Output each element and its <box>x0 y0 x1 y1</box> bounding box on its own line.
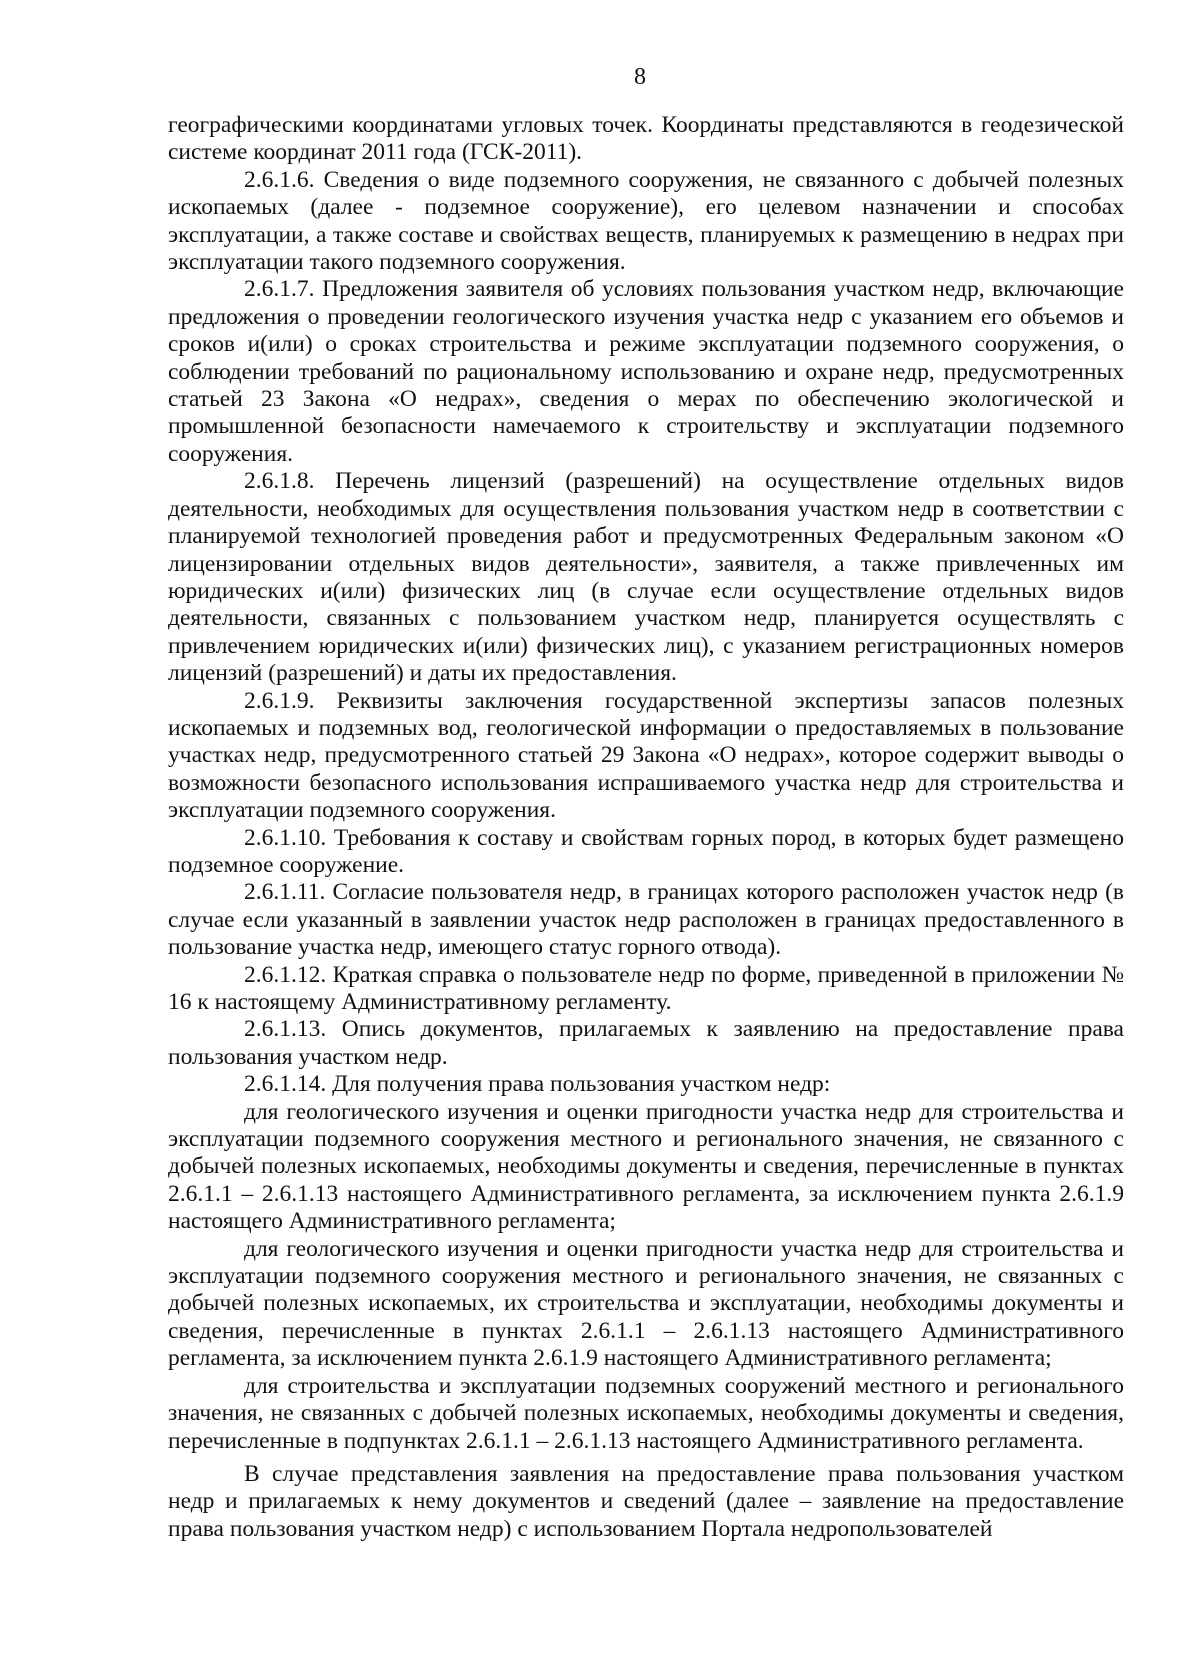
paragraph-2-6-1-9: 2.6.1.9. Реквизиты заключения государственной экспертизы запасов полезных ископаемых и подземных вод, геологической информации о предоставляемых в пользование участках недр, предусмотренного статьей 29 Закона «О недрах», которое содержит выводы о возможности безопасного использования испрашиваемого участка недр для строительства и эксплуатации подземного сооружения. <box>168 687 1124 824</box>
paragraph-2-6-1-13: 2.6.1.13. Опись документов, прилагаемых к заявлению на предоставление права пользования участком недр. <box>168 1016 1124 1070</box>
paragraph-2-6-1-14: 2.6.1.14. Для получения права пользования участком недр: <box>244 1071 831 1098</box>
paragraph-2-6-1-11: 2.6.1.11. Согласие пользователя недр, в границах которого расположен участок недр (в случае если указанный в заявлении участок недр расположен в границах предоставленного в пользование участка недр, имеющего статус горного отвода). <box>168 879 1124 961</box>
paragraph-coordinates-continued: географическими координатами угловых точек. Координаты представляются в геодезической системе координат 2011 года (ГСК-2011). <box>168 112 1124 166</box>
paragraph-2-6-1-10: 2.6.1.10. Требования к составу и свойствам горных пород, в которых будет размещено подземное сооружение. <box>168 824 1124 878</box>
paragraph-2-6-1-6: 2.6.1.6. Сведения о виде подземного сооружения, не связанного с добычей полезных ископаемых (далее - подземное сооружение), его целевом назначении и способах эксплуатации, а также составе и свойствах веществ, планируемых к размещению в недрах при эксплуатации такого подземного сооружения. <box>168 166 1124 276</box>
paragraph-list-item-1: для геологического изучения и оценки пригодности участка недр для строительства и эксплуатации подземного сооружения местного и регионального значения, не связанного с добычей полезных ископаемых, необходимы документы и сведения, перечисленные в пунктах 2.6.1.1 – 2.6.1.13 настоящего Административного регламента, за исключением пункта 2.6.1.9 настоящего Административного регламента; <box>168 1098 1124 1235</box>
paragraph-2-6-1-7: 2.6.1.7. Предложения заявителя об условиях пользования участком недр, включающие предложения о проведении геологического изучения участка недр с указанием его объемов и сроков и(или) о сроках строительства и режиме эксплуатации подземного сооружения, о соблюдении требований по рациональному использованию и охране недр, предусмотренных статьей 23 Закона «О недрах», сведения о мерах по обеспечению экологической и промышленной безопасности намечаемого к строительству и эксплуатации подземного сооружения. <box>168 276 1124 467</box>
document-body <box>168 112 1124 1543</box>
paragraph-portal-case: В случае представления заявления на предоставление права пользования участком недр и прилагаемых к нему документов и сведений (далее – заявление на предоставление права пользования участком недр) с использованием Портала недропользователей <box>168 1460 1124 1542</box>
paragraph-list-item-2: для геологического изучения и оценки пригодности участка недр для строительства и эксплуатации подземного сооружения местного и регионального значения, не связанных с добычей полезных ископаемых, их строительства и эксплуатации, необходимы документы и сведения, перечисленные в пунктах 2.6.1.1 – 2.6.1.13 настоящего Административного регламента, за исключением пункта 2.6.1.9 настоящего Административного регламента; <box>168 1235 1124 1372</box>
paragraph-2-6-1-12: 2.6.1.12. Краткая справка о пользователе недр по форме, приведенной в приложении № 16 к настоящему Административному регламенту. <box>168 961 1124 1015</box>
page-number: 8 <box>634 64 646 90</box>
paragraph-list-item-3: для строительства и эксплуатации подземных сооружений местного и регионального значения, не связанных с добычей полезных ископаемых, необходимы документы и сведения, перечисленные в подпунктах 2.6.1.1 – 2.6.1.13 настоящего Административного регламента. <box>168 1372 1124 1454</box>
paragraph-2-6-1-8: 2.6.1.8. Перечень лицензий (разрешений) на осуществление отдельных видов деятельности, необходимых для осуществления пользования участком недр в соответствии с планируемой технологией проведения работ и предусмотренных Федеральным законом «О лицензировании отдельных видов деятельности», заявителя, а также привлеченных им юридических и(или) физических лиц (в случае если осуществление отдельных видов деятельности, связанных с пользованием участком недр, планируется осуществлять с привлечением юридических и(или) физических лиц), с указанием регистрационных номеров лицензий (разрешений) и даты их предоставления. <box>168 468 1124 687</box>
